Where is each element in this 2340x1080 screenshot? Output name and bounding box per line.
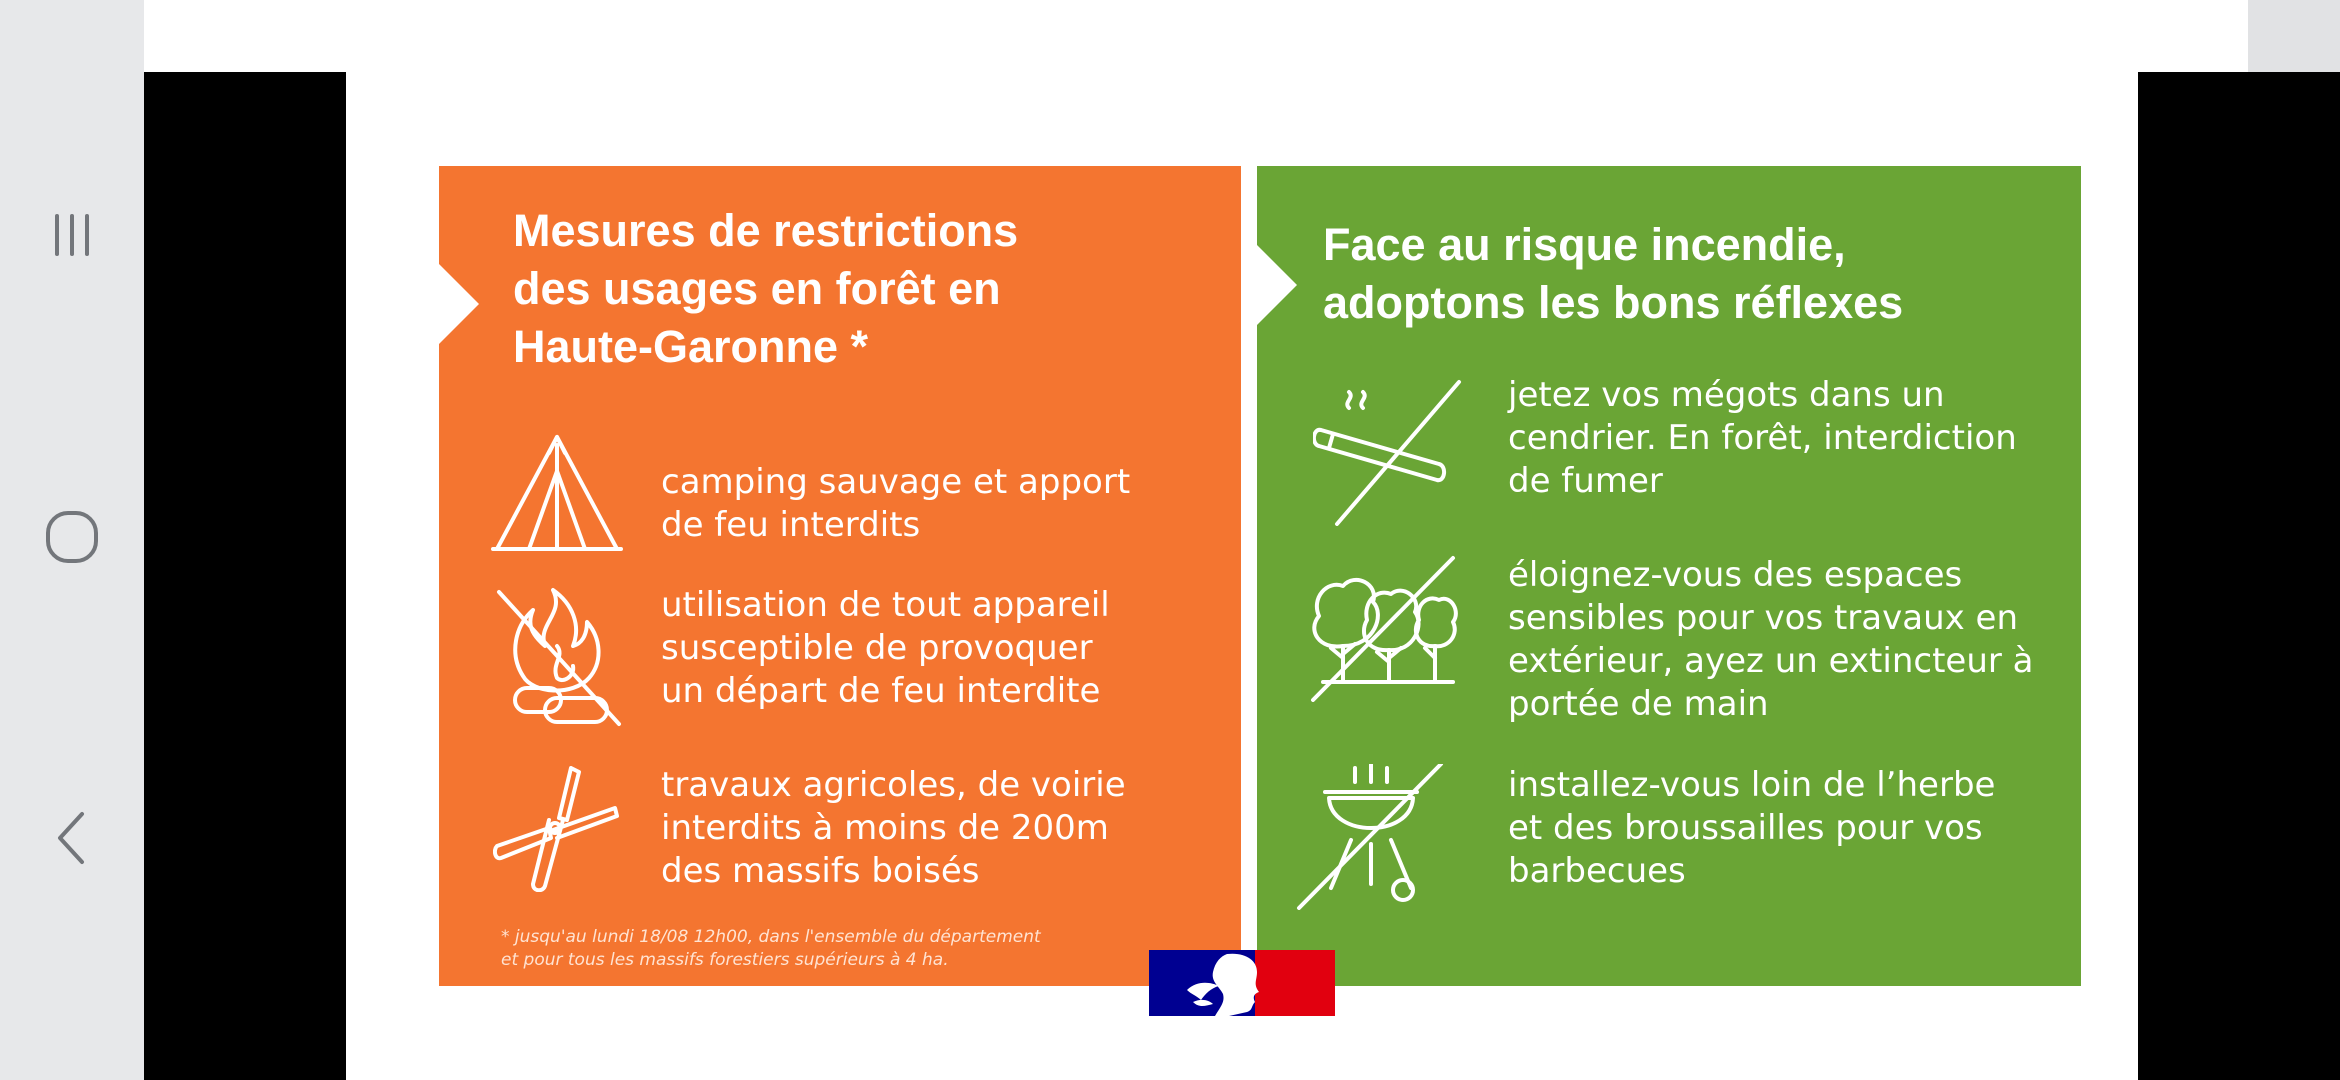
recent-apps-button[interactable]: [42, 205, 102, 265]
restrictions-title: Mesures de restrictions des usages en forêt en Haute-Garonne *: [513, 205, 1019, 372]
back-button[interactable]: [42, 808, 102, 868]
restriction-text: travaux agricoles, de voirie interdits à moins de 200m des massifs boisés: [661, 765, 1126, 891]
recent-apps-icon: [47, 210, 97, 260]
no-trees-icon: [1303, 554, 1463, 702]
home-icon: [44, 509, 100, 565]
panel-notch: [1257, 245, 1297, 325]
reflexes-panel: [1257, 166, 2081, 986]
navigation-bar: [0, 0, 144, 1080]
reflex-text: jetez vos mégots dans un cendrier. En forêt, interdiction de fumer: [1508, 375, 2017, 501]
hedge-trimmer-icon: [493, 764, 621, 892]
marianne-logo: [1149, 950, 1335, 1016]
corner-control[interactable]: [2248, 0, 2340, 72]
reflex-text: installez-vous loin de l’herbe et des broussailles pour vos barbecues: [1508, 765, 1996, 891]
restriction-text: camping sauvage et apport de feu interdits: [661, 462, 1131, 545]
reflexes-title: Face au risque incendie, adoptons les bons réflexes: [1323, 219, 1904, 328]
panel-notch: [439, 264, 479, 344]
letterbox-right: [2138, 72, 2340, 1080]
home-button[interactable]: [42, 507, 102, 567]
viewer-top-area: [144, 0, 2248, 72]
footnote: * jusqu'au lundi 18/08 12h00, dans l'ensemble du département et pour tous les massifs forestiers supérieurs à 4 ha.: [501, 927, 1041, 970]
restrictions-panel: [439, 166, 1241, 986]
restriction-text: utilisation de tout appareil susceptible de provoquer un départ de feu interdite: [661, 585, 1110, 711]
no-barbecue-icon: [1295, 764, 1445, 910]
tent-icon: [489, 431, 625, 555]
reflex-text: éloignez-vous des espaces sensibles pour vos travaux en extérieur, ayez un extincteur à portée de main: [1508, 555, 2034, 724]
no-smoking-icon: [1313, 378, 1463, 526]
no-fire-icon: [493, 584, 625, 728]
letterbox-left: [144, 72, 346, 1080]
image-viewer[interactable]: [346, 72, 2138, 1080]
back-icon: [52, 810, 92, 866]
